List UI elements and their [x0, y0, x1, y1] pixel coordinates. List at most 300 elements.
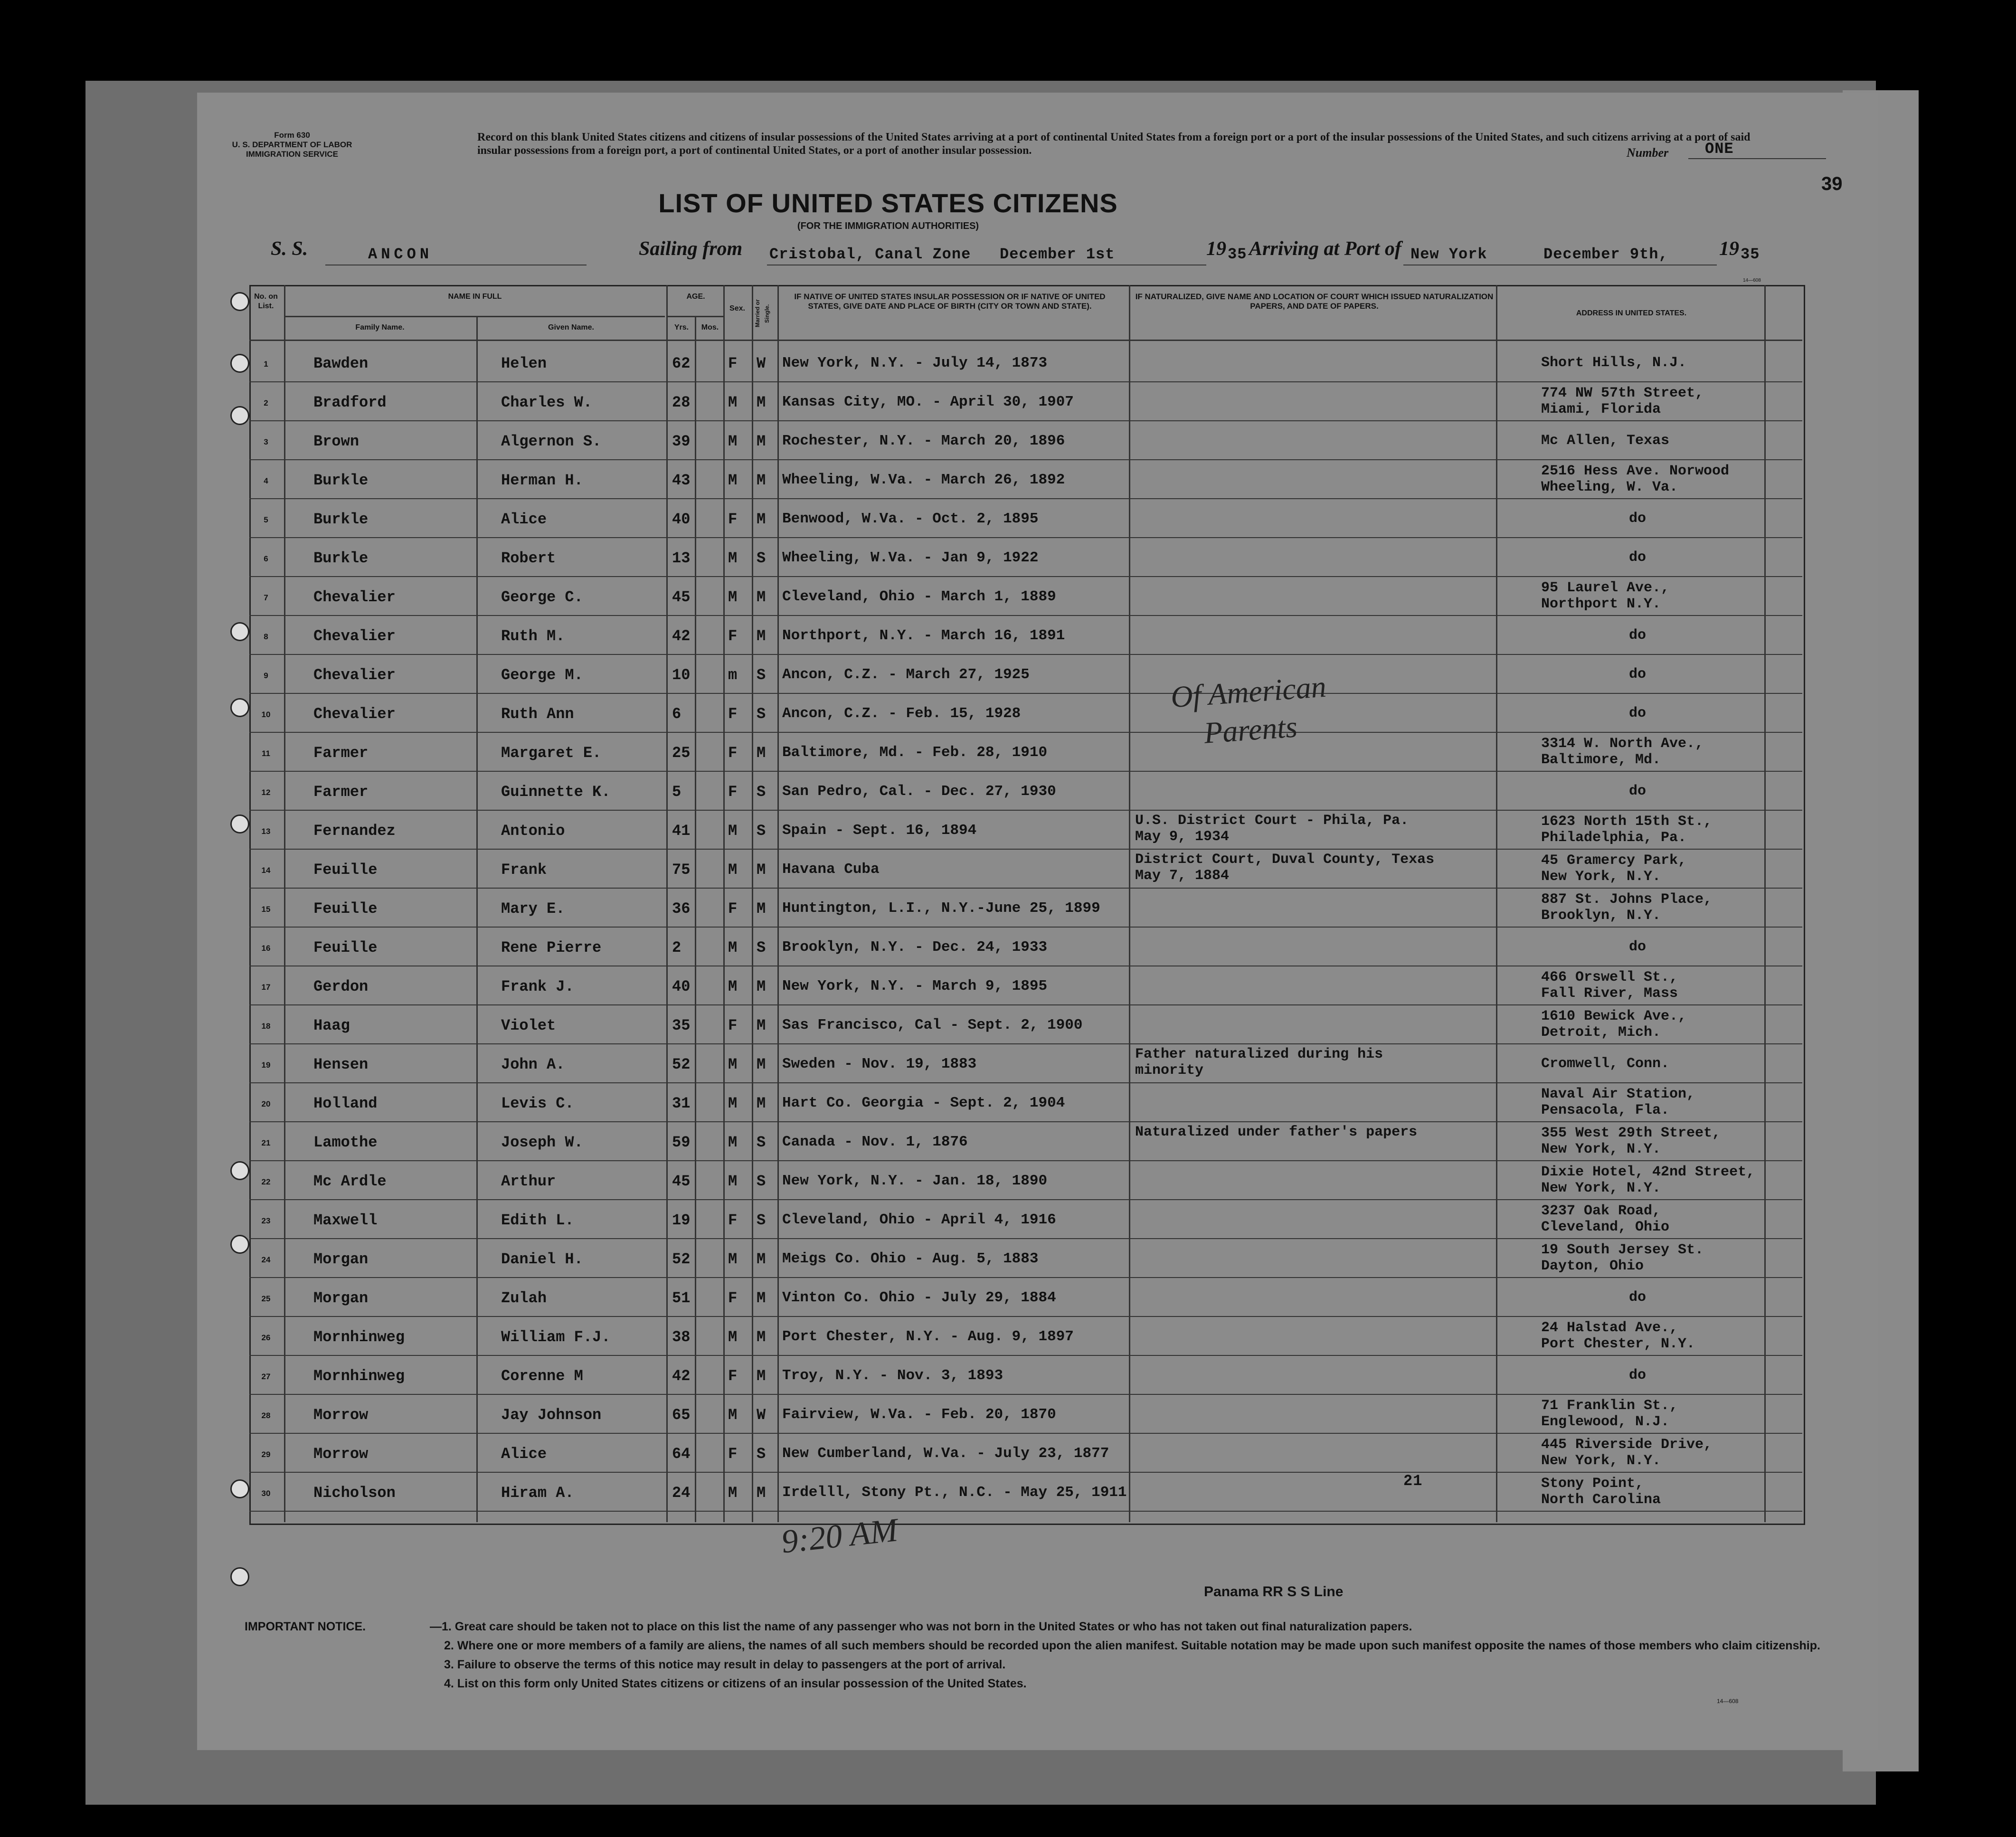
row-address: do — [1629, 549, 1647, 566]
row-marital-status: S — [757, 1173, 766, 1190]
notice-item-3: 3. Failure to observe the terms of this notice may result in delay to passengers at the port of arrival. — [444, 1658, 1006, 1671]
row-address: do — [1629, 705, 1647, 721]
row-sex: F — [728, 783, 738, 801]
row-sex: F — [728, 900, 738, 918]
row-given: Algernon S. — [501, 433, 602, 450]
row-family: Bradford — [313, 394, 387, 411]
row-address: 3237 Oak Road, — [1541, 1203, 1661, 1219]
row-marital-status: S — [757, 783, 766, 801]
col-header-sex: Sex. — [729, 304, 745, 312]
col-rule — [666, 285, 668, 1522]
row-family: Farmer — [313, 744, 369, 762]
row-number: 22 — [261, 1177, 271, 1186]
row-rule — [249, 1394, 1802, 1395]
arrival-year: 35 — [1741, 246, 1760, 263]
row-address: do — [1629, 1367, 1647, 1383]
row-marital-status: S — [757, 1445, 766, 1463]
col-header-mos: Mos. — [701, 323, 719, 331]
row-rule — [249, 1472, 1802, 1473]
row-address: do — [1629, 627, 1647, 644]
row-sex: M — [728, 1406, 738, 1424]
row-given: Hiram A. — [501, 1484, 574, 1502]
row-birth: Irdelll, Stony Pt., N.C. - May 25, 1911 — [782, 1484, 1127, 1501]
row-rule — [249, 1511, 1802, 1512]
row-age: 19 — [672, 1212, 691, 1229]
notice-item-2: 2. Where one or more members of a family are aliens, the names of all such members should be recorded upon the alien manifest. Suitable notation may be made upon such manifest opposite the names of those members who claim citizenship. — [444, 1639, 1820, 1652]
row-birth: Sas Francisco, Cal - Sept. 2, 1900 — [782, 1017, 1083, 1033]
row-age: 65 — [672, 1406, 691, 1424]
row-marital-status: M — [757, 511, 766, 528]
binder-hole — [230, 622, 249, 641]
row-rule — [249, 537, 1802, 538]
row-age: 39 — [672, 433, 691, 450]
row-number: 1 — [264, 360, 268, 369]
row-number: 12 — [261, 788, 271, 797]
header-subdivider — [285, 316, 665, 317]
row-age: 75 — [672, 861, 691, 879]
col-header-birth: IF NATIVE OF UNITED STATES INSULAR POSSESSION OR IF NATIVE OF UNITED STATES, GIVE DATE AND PLACE OF BIRTH (CITY OR TOWN AND STATE). — [794, 292, 1106, 311]
row-number: 15 — [261, 905, 271, 914]
row-address-line-2: New York, N.Y. — [1541, 869, 1661, 885]
row-number: 28 — [261, 1411, 271, 1420]
row-given: Corenne M — [501, 1367, 583, 1385]
row-given: Antonio — [501, 822, 565, 840]
row-family: Chevalier — [313, 705, 396, 723]
row-address: do — [1629, 511, 1647, 527]
row-marital-status: S — [757, 939, 766, 956]
row-age: 52 — [672, 1250, 691, 1268]
row-address: 355 West 29th Street, — [1541, 1125, 1721, 1141]
row-address: 1610 Bewick Ave., — [1541, 1008, 1687, 1024]
row-rule — [249, 576, 1802, 577]
row-marital-status: M — [757, 1484, 766, 1502]
row-birth: Wheeling, W.Va. - March 26, 1892 — [782, 472, 1065, 488]
row-rule — [249, 1433, 1802, 1434]
row-naturalization: District Court, Duval County, Texas — [1135, 852, 1435, 868]
row-marital-status: M — [757, 627, 766, 645]
row-sex: M — [728, 1484, 738, 1502]
row-birth: New York, N.Y. - March 9, 1895 — [782, 978, 1048, 994]
row-age: 2 — [672, 939, 681, 956]
row-marital-status: M — [757, 1017, 766, 1034]
row-rule — [249, 381, 1802, 382]
row-rule — [249, 498, 1802, 499]
row-number: 11 — [262, 749, 270, 758]
notice-item-4: 4. List on this form only United States citizens or citizens of an insular possession of the United States. — [444, 1677, 1027, 1690]
row-given: Frank — [501, 861, 547, 879]
row-given: Herman H. — [501, 472, 583, 489]
row-sex: M — [728, 394, 738, 411]
row-given: Frank J. — [501, 978, 574, 995]
row-sex: F — [728, 627, 738, 645]
row-number: 10 — [261, 710, 271, 719]
row-age: 13 — [672, 549, 691, 567]
row-sex: M — [728, 472, 738, 489]
row-given: Jay Johnson — [501, 1406, 602, 1424]
row-family: Chevalier — [313, 666, 396, 684]
row-sex: M — [728, 861, 738, 879]
row-given: Charles W. — [501, 394, 593, 411]
row-age: 40 — [672, 511, 691, 528]
row-rule — [249, 693, 1802, 694]
row-age: 6 — [672, 705, 681, 723]
row-family: Mornhinweg — [313, 1367, 405, 1385]
row-sex: M — [728, 1328, 738, 1346]
row-birth: Wheeling, W.Va. - Jan 9, 1922 — [782, 549, 1039, 566]
row-address: Naval Air Station, — [1541, 1086, 1695, 1102]
row-address: do — [1629, 939, 1647, 955]
row-birth: Meigs Co. Ohio - Aug. 5, 1883 — [782, 1250, 1039, 1267]
row-address-line-2: Pensacola, Fla. — [1541, 1102, 1670, 1118]
col-header-married: Married or Single. — [754, 299, 770, 328]
row-address-line-2: Baltimore, Md. — [1541, 752, 1661, 768]
binder-hole — [230, 292, 249, 311]
row-address: 95 Laurel Ave., — [1541, 580, 1670, 596]
row-given: Alice — [501, 1445, 547, 1463]
department-name: U. S. DEPARTMENT OF LABOR — [232, 140, 352, 149]
row-marital-status: M — [757, 588, 766, 606]
row-marital-status: W — [757, 355, 766, 372]
row-given: Ruth Ann — [501, 705, 574, 723]
row-marital-status: S — [757, 705, 766, 723]
form-title: LIST OF UNITED STATES CITIZENS — [658, 188, 1118, 218]
row-number: 2 — [264, 398, 268, 407]
row-sex: F — [728, 744, 738, 762]
row-birth: Huntington, L.I., N.Y.-June 25, 1899 — [782, 900, 1100, 917]
row-given: Violet — [501, 1017, 556, 1034]
row-given: Mary E. — [501, 900, 565, 918]
row-sex: M — [728, 433, 738, 450]
row-sex: F — [728, 705, 738, 723]
row-birth: Rochester, N.Y. - March 20, 1896 — [782, 433, 1065, 449]
form-header — [221, 131, 363, 159]
row-sex: M — [728, 939, 738, 956]
row-family: Burkle — [313, 511, 369, 528]
row-sex: M — [728, 1250, 738, 1268]
row-rule — [249, 1355, 1802, 1356]
row-rule — [249, 927, 1802, 928]
row-address-line-2: Miami, Florida — [1541, 401, 1661, 417]
form-subtitle: (FOR THE IMMIGRATION AUTHORITIES) — [797, 221, 979, 231]
handwritten-note-2: Parents — [1202, 710, 1298, 750]
row-given: Robert — [501, 549, 556, 567]
binder-hole — [230, 354, 249, 373]
row-family: Mc Ardle — [313, 1173, 387, 1190]
row-number: 8 — [264, 632, 268, 641]
row-sex: F — [728, 355, 738, 372]
row-address: do — [1629, 783, 1647, 799]
row-marital-status: S — [757, 1134, 766, 1151]
col-rule — [476, 316, 478, 1522]
row-birth: New York, N.Y. - July 14, 1873 — [782, 355, 1048, 371]
row-birth: Hart Co. Georgia - Sept. 2, 1904 — [782, 1095, 1065, 1111]
row-number: 13 — [261, 827, 271, 836]
row-given: William F.J. — [501, 1328, 611, 1346]
row-age: 40 — [672, 978, 691, 995]
departure-year-prefix: 19 — [1206, 238, 1226, 260]
notice-item-1: —1. Great care should be taken not to place on this list the name of any passenger who was not born in the United States or who has not taken out final naturalization papers. — [430, 1620, 1412, 1633]
row-family: Chevalier — [313, 627, 396, 645]
number-label: Number — [1627, 146, 1669, 160]
row-number: 27 — [261, 1372, 271, 1381]
arrival-year-prefix: 19 — [1719, 238, 1739, 260]
row-age: 52 — [672, 1056, 691, 1073]
row-rule — [249, 732, 1802, 733]
row-number: 25 — [261, 1294, 271, 1303]
row-address-line-2: Dayton, Ohio — [1541, 1258, 1644, 1274]
arrival-date: December 9th, — [1543, 246, 1668, 263]
row-family: Mornhinweg — [313, 1328, 405, 1346]
row-sex: F — [728, 511, 738, 528]
row-address: 19 South Jersey St. — [1541, 1242, 1704, 1258]
row-sex: F — [728, 1367, 738, 1385]
row-birth: Ancon, C.Z. - Feb. 15, 1928 — [782, 705, 1021, 722]
row-given: Arthur — [501, 1173, 556, 1190]
binder-hole — [230, 698, 249, 717]
row-family: Bawden — [313, 355, 369, 372]
row-marital-status: S — [757, 822, 766, 840]
row-given: Daniel H. — [501, 1250, 583, 1268]
row-rule — [249, 1316, 1802, 1317]
row-family: Burkle — [313, 549, 369, 567]
col-rule — [777, 285, 779, 1522]
arriving-label: Arriving at Port of — [1249, 238, 1401, 260]
col-rule — [695, 316, 696, 1522]
row-birth: Cleveland, Ohio - April 4, 1916 — [782, 1212, 1056, 1228]
col-rule — [1764, 285, 1766, 1522]
row-family: Farmer — [313, 783, 369, 801]
row-number: 18 — [261, 1022, 271, 1031]
row-age: 45 — [672, 1173, 691, 1190]
handwritten-time: 9:20 AM — [779, 1512, 899, 1561]
total-count: 21 — [1403, 1472, 1423, 1490]
row-birth: Port Chester, N.Y. - Aug. 9, 1897 — [782, 1328, 1074, 1345]
row-sex: M — [728, 1173, 738, 1190]
row-given: Alice — [501, 511, 547, 528]
row-marital-status: S — [757, 549, 766, 567]
row-address-line-2: Philadelphia, Pa. — [1541, 830, 1687, 846]
row-number: 17 — [261, 983, 271, 992]
handwritten-note-1: Of American — [1169, 669, 1327, 714]
row-family: Morrow — [313, 1406, 369, 1424]
row-address-line-2: Wheeling, W. Va. — [1541, 479, 1678, 495]
col-header-address: ADDRESS IN UNITED STATES. — [1576, 309, 1687, 317]
row-address-line-2: Fall River, Mass — [1541, 985, 1678, 1002]
row-birth: New Cumberland, W.Va. - July 23, 1877 — [782, 1445, 1109, 1462]
row-age: 38 — [672, 1328, 691, 1346]
row-birth: Fairview, W.Va. - Feb. 20, 1870 — [782, 1406, 1056, 1423]
row-age: 62 — [672, 355, 691, 372]
row-sex: M — [728, 1134, 738, 1151]
row-rule — [249, 1004, 1802, 1005]
corner-code: 14—608 — [1743, 278, 1761, 283]
row-address: 24 Halstad Ave., — [1541, 1320, 1678, 1336]
row-family: Haag — [313, 1017, 350, 1034]
row-sex: M — [728, 549, 738, 567]
service-name: IMMIGRATION SERVICE — [246, 150, 338, 159]
manifest-page — [197, 93, 1878, 1750]
row-address: 1623 North 15th St., — [1541, 814, 1713, 830]
row-family: Gerdon — [313, 978, 369, 995]
row-number: 6 — [264, 554, 268, 563]
row-address-line-2: Northport N.Y. — [1541, 596, 1661, 612]
important-notice — [245, 1617, 1821, 1693]
row-given: Edith L. — [501, 1212, 574, 1229]
departure-year: 35 — [1228, 246, 1247, 263]
form-number: Form 630 — [274, 131, 310, 140]
row-family: Fernandez — [313, 822, 396, 840]
row-birth: Troy, N.Y. - Nov. 3, 1893 — [782, 1367, 1003, 1384]
row-birth: New York, N.Y. - Jan. 18, 1890 — [782, 1173, 1048, 1189]
row-address: Mc Allen, Texas — [1541, 433, 1670, 449]
row-naturalization-date: May 9, 1934 — [1135, 829, 1230, 845]
row-family: Morrow — [313, 1445, 369, 1463]
row-marital-status: M — [757, 744, 766, 762]
row-family: Morgan — [313, 1250, 369, 1268]
col-header-yrs: Yrs. — [674, 323, 689, 331]
row-birth: Ancon, C.Z. - March 27, 1925 — [782, 666, 1030, 683]
row-address: 3314 W. North Ave., — [1541, 736, 1704, 752]
row-rule — [249, 420, 1802, 421]
row-age: 41 — [672, 822, 691, 840]
binder-hole — [230, 1161, 249, 1180]
row-address: Cromwell, Conn. — [1541, 1056, 1670, 1072]
sailing-port: Cristobal, Canal Zone — [769, 246, 971, 263]
row-rule — [249, 1199, 1802, 1200]
row-rule — [249, 1043, 1802, 1044]
row-marital-status: M — [757, 978, 766, 995]
row-age: 42 — [672, 1367, 691, 1385]
row-age: 5 — [672, 783, 681, 801]
row-family: Brown — [313, 433, 360, 450]
row-marital-status: S — [757, 1212, 766, 1229]
row-address: do — [1629, 1289, 1647, 1306]
row-marital-status: M — [757, 1328, 766, 1346]
row-rule — [249, 1082, 1802, 1083]
row-address-line-2: Englewood, N.J. — [1541, 1414, 1670, 1430]
row-number: 21 — [261, 1138, 271, 1147]
row-address-line-2: North Carolina — [1541, 1492, 1661, 1508]
row-rule — [249, 849, 1802, 850]
row-birth: Northport, N.Y. - March 16, 1891 — [782, 627, 1065, 644]
binder-hole — [230, 406, 249, 425]
row-birth: Sweden - Nov. 19, 1883 — [782, 1056, 977, 1072]
row-given: Helen — [501, 355, 547, 372]
binder-hole — [230, 814, 249, 833]
row-given: Guinnette K. — [501, 783, 611, 801]
row-address: 887 St. Johns Place, — [1541, 891, 1713, 908]
row-marital-status: M — [757, 1095, 766, 1112]
row-sex: F — [728, 1289, 738, 1307]
col-rule — [1496, 285, 1497, 1522]
row-number: 23 — [261, 1216, 271, 1225]
row-age: 35 — [672, 1017, 691, 1034]
row-address: Stony Point, — [1541, 1476, 1644, 1492]
row-number: 24 — [261, 1255, 271, 1264]
row-naturalization-date: minority — [1135, 1062, 1204, 1079]
row-sex: F — [728, 1445, 738, 1463]
row-rule — [249, 810, 1802, 811]
row-birth: Canada - Nov. 1, 1876 — [782, 1134, 968, 1150]
col-rule — [752, 285, 753, 1522]
row-marital-status: M — [757, 900, 766, 918]
row-family: Feuille — [313, 939, 378, 956]
row-number: 4 — [264, 476, 268, 485]
row-birth: Cleveland, Ohio - March 1, 1889 — [782, 588, 1056, 605]
row-sex: M — [728, 978, 738, 995]
row-rule — [249, 1121, 1802, 1122]
row-address-line-2: New York, N.Y. — [1541, 1141, 1661, 1157]
col-header-age: AGE. — [686, 293, 705, 301]
row-family: Holland — [313, 1095, 378, 1112]
row-rule — [249, 771, 1802, 772]
row-marital-status: W — [757, 1406, 766, 1424]
row-address-line-2: Port Chester, N.Y. — [1541, 1336, 1695, 1352]
row-age: 64 — [672, 1445, 691, 1463]
row-rule — [249, 888, 1802, 889]
form-instruction: Record on this blank United States citizens and citizens of insular possessions of the United States arriving at a port of continental United States from a foreign port or a port of the insular possessions of the United States, and such citizens arriving at a port of said insular possessions from a foreign port, a port of continental United States, or a port of another insular possession. — [477, 131, 1751, 157]
row-age: 45 — [672, 588, 691, 606]
row-rule — [249, 1160, 1802, 1161]
row-address-line-2: Brooklyn, N.Y. — [1541, 908, 1661, 924]
row-naturalization-date: May 7, 1884 — [1135, 868, 1230, 884]
row-sex: M — [728, 822, 738, 840]
row-given: Rene Pierre — [501, 939, 602, 956]
notice-heading: IMPORTANT NOTICE. — [245, 1620, 366, 1633]
row-rule — [249, 1277, 1802, 1278]
col-header-no: No. on List. — [254, 293, 278, 310]
row-address-line-2: New York, N.Y. — [1541, 1180, 1661, 1196]
row-age: 43 — [672, 472, 691, 489]
row-address: Short Hills, N.J. — [1541, 355, 1687, 371]
row-number: 20 — [261, 1099, 271, 1108]
row-address: 774 NW 57th Street, — [1541, 385, 1704, 401]
row-family: Burkle — [313, 472, 369, 489]
row-marital-status: M — [757, 861, 766, 879]
ss-label: S. S. — [271, 238, 308, 260]
row-family: Morgan — [313, 1289, 369, 1307]
row-given: Zulah — [501, 1289, 547, 1307]
row-number: 7 — [264, 593, 268, 602]
row-rule — [249, 459, 1802, 460]
binder-hole — [230, 1567, 249, 1586]
col-rule — [723, 285, 725, 1522]
notice-code: 14—608 — [1717, 1698, 1739, 1704]
row-family: Chevalier — [313, 588, 396, 606]
row-family: Nicholson — [313, 1484, 396, 1502]
row-birth: Vinton Co. Ohio - July 29, 1884 — [782, 1289, 1056, 1306]
row-age: 36 — [672, 900, 691, 918]
row-marital-status: M — [757, 433, 766, 450]
row-age: 51 — [672, 1289, 691, 1307]
row-birth: Benwood, W.Va. - Oct. 2, 1895 — [782, 511, 1039, 527]
binder-hole — [230, 1479, 249, 1498]
row-given: Levis C. — [501, 1095, 574, 1112]
row-age: 42 — [672, 627, 691, 645]
row-number: 30 — [261, 1489, 271, 1498]
row-address-line-2: Cleveland, Ohio — [1541, 1219, 1670, 1235]
binder-hole — [230, 1235, 249, 1254]
row-marital-status: M — [757, 1367, 766, 1385]
row-family: Hensen — [313, 1056, 369, 1073]
col-rule — [1129, 285, 1130, 1522]
row-address: 2516 Hess Ave. Norwood — [1541, 463, 1730, 479]
row-family: Feuille — [313, 861, 378, 879]
row-birth: San Pedro, Cal. - Dec. 27, 1930 — [782, 783, 1056, 800]
header-bottom-rule — [249, 340, 1802, 341]
row-address-line-2: New York, N.Y. — [1541, 1453, 1661, 1469]
row-rule — [249, 654, 1802, 655]
